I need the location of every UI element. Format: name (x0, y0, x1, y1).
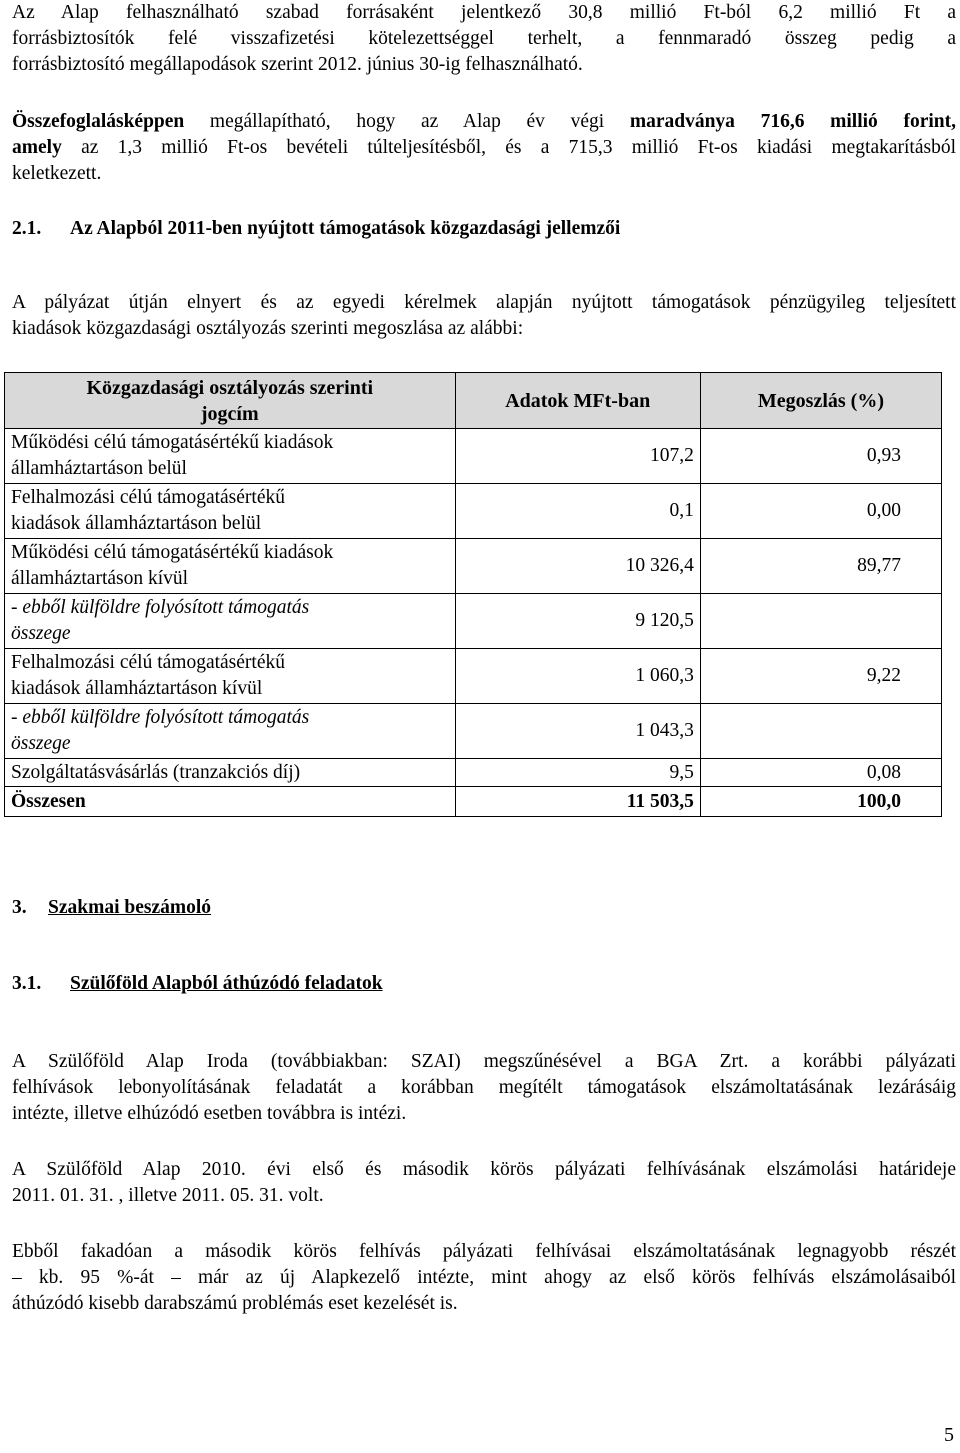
paragraph-summary (12, 109, 956, 161)
table-row (5, 759, 942, 787)
paragraph-deadline (12, 1157, 956, 1183)
category-line: összege (11, 733, 71, 754)
row-category (5, 759, 456, 787)
category-line: kiadások államháztartáson belül (11, 513, 262, 534)
row-share: 0,00 (700, 484, 941, 539)
table-row (5, 649, 942, 704)
text-line: A Szülőföld Alap Iroda (továbbiakban: SZAI) megszűnésével a BGA Zrt. a korábbi pályázati (12, 1051, 956, 1072)
text-line: kiadások közgazdasági osztályozás szerinti megoszlása az alábbi: (12, 318, 524, 339)
table-row (5, 594, 942, 649)
row-category (5, 429, 456, 484)
header-line: Közgazdasági osztályozás szerinti (86, 376, 374, 399)
section-title: Szülőföld Alapból áthúzódó feladatok (70, 973, 383, 994)
category-line: Működési célú támogatásértékű kiadások (11, 542, 334, 563)
row-value: 9,5 (455, 759, 700, 787)
row-value: 1 060,3 (455, 649, 700, 704)
category-line: Felhalmozási célú támogatásértékű (11, 487, 285, 508)
row-share: 0,08 (700, 759, 941, 787)
paragraph-deadline-end (12, 1183, 956, 1209)
row-category (5, 649, 456, 704)
section-heading-3-1 (12, 971, 956, 997)
paragraph-remaining-funds-end (12, 52, 956, 78)
text-line: Ebből fakadóan a második körös felhívás pályázati felhívásai elszámoltatásának legnagyobb részét (12, 1241, 956, 1262)
row-category (5, 704, 456, 759)
text-line: felhívások lebonyolításának feladatát a korábban megítélt támogatások elszámoltatásának lezárásáig (12, 1077, 956, 1098)
section-title: Az Alapból 2011-ben nyújtott támogatások közgazdasági jellemzői (70, 218, 621, 239)
total-value: 11 503,5 (455, 787, 700, 817)
category-line: - ebből külföldre folyósított támogatás (11, 707, 310, 728)
paragraph-new-manager-end (12, 1291, 956, 1317)
section-heading-3 (12, 895, 956, 921)
paragraph-szai-end (12, 1101, 956, 1127)
text-line: intézte, illetve elhúzódó esetben továbbra is intézi. (12, 1103, 407, 1124)
paragraph-table-intro-end (12, 316, 956, 342)
text-line: A Szülőföld Alap 2010. évi első és második körös pályázati felhívásának elszámolási határideje (12, 1159, 956, 1180)
header-amount: Adatok MFt-ban (455, 373, 700, 429)
category-line: Felhalmozási célú támogatásértékű (11, 652, 285, 673)
paragraph-summary-end (12, 161, 956, 187)
text-line: 2011. 01. 31. , illetve 2011. 05. 31. volt. (12, 1185, 324, 1206)
text-line: – kb. 95 %-át – már az új Alapkezelő intézte, mint ahogy az első körös felhívás elszámolásaiból (12, 1267, 956, 1288)
row-value: 1 043,3 (455, 704, 700, 759)
table-header-row (5, 373, 942, 429)
bold-text: maradványa 716,6 millió forint, (629, 111, 956, 132)
header-category (5, 373, 456, 429)
section-title: Szakmai beszámoló (48, 897, 212, 918)
section-number: 2.1. (12, 218, 42, 239)
section-number: 3.1. (12, 973, 42, 994)
row-value: 0,1 (455, 484, 700, 539)
row-value: 10 326,4 (455, 539, 700, 594)
category-line: összege (11, 623, 71, 644)
economic-classification-table (4, 372, 942, 817)
row-share (700, 594, 941, 649)
row-value: 9 120,5 (455, 594, 700, 649)
paragraph-new-manager (12, 1239, 956, 1291)
category-line: államháztartáson belül (11, 458, 187, 479)
table-row (5, 704, 942, 759)
section-number: 3. (12, 897, 27, 918)
table-row (5, 429, 942, 484)
category-line: Működési célú támogatásértékű kiadások (11, 432, 334, 453)
table-total-row (5, 787, 942, 817)
page-number: 5 (944, 1424, 954, 1446)
section-heading-2-1 (12, 216, 956, 242)
text-line (12, 135, 956, 161)
text-line: keletkezett. (12, 163, 102, 184)
category-line: Szolgáltatásvásárlás (tranzakciós díj) (11, 761, 301, 783)
row-category (5, 484, 456, 539)
category-line: - ebből külföldre folyósított támogatás (11, 597, 310, 618)
text-line: A pályázat útján elnyert és az egyedi kérelmek alapján nyújtott támogatások pénzügyileg teljesített (12, 292, 956, 313)
text-span: megállapítható, hogy az Alap év végi (184, 111, 630, 132)
text-line: forrásbiztosító megállapodások szerint 2012. június 30-ig felhasználható. (12, 54, 583, 75)
table-row (5, 539, 942, 594)
row-share (700, 704, 941, 759)
bold-text: Összefoglalásképpen (12, 111, 185, 132)
table-row (5, 484, 942, 539)
category-line: államháztartáson kívül (11, 568, 189, 589)
paragraph-table-intro (12, 290, 956, 316)
row-share: 9,22 (700, 649, 941, 704)
row-value: 107,2 (455, 429, 700, 484)
row-share: 89,77 (700, 539, 941, 594)
header-line: jogcím (200, 402, 259, 425)
header-share: Megoszlás (%) (700, 373, 941, 429)
text-line (12, 109, 956, 135)
total-label: Összesen (5, 787, 456, 817)
text-line: forrásbiztosítók felé visszafizetési kötelezettséggel terhelt, a fennmaradó összeg pedig a (12, 28, 956, 49)
text-line: áthúzódó kisebb darabszámú problémás eset kezelését is. (12, 1293, 458, 1314)
text-line: Az Alap felhasználható szabad forrásaként jelentkező 30,8 millió Ft-ból 6,2 millió Ft a (12, 2, 956, 23)
category-line: kiadások államháztartáson kívül (11, 678, 263, 699)
text-span: az 1,3 millió Ft-os bevételi túlteljesítésből, és a 715,3 millió Ft-os kiadási megtakarításból (61, 137, 956, 158)
bold-text: amely (12, 137, 62, 158)
row-category (5, 594, 456, 649)
paragraph-szai (12, 1049, 956, 1101)
total-share: 100,0 (700, 787, 941, 817)
row-share: 0,93 (700, 429, 941, 484)
row-category (5, 539, 456, 594)
paragraph-remaining-funds (12, 0, 956, 52)
